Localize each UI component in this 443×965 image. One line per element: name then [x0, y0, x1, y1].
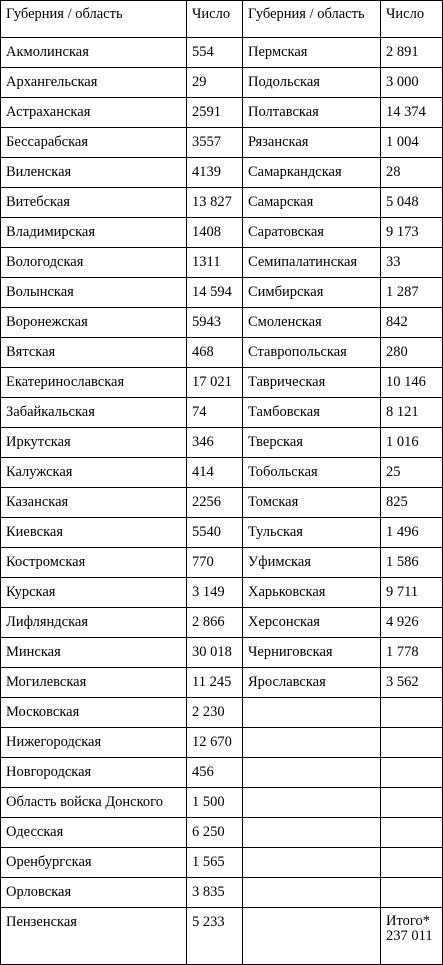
- cell-region-2: Тверская: [243, 428, 381, 458]
- cell-count-2: [381, 728, 443, 758]
- table-row: [1, 788, 443, 818]
- cell-count-1: 13 827: [187, 188, 243, 218]
- table-row: [1, 218, 443, 248]
- cell-count-2: 280: [381, 338, 443, 368]
- cell-count-2: [381, 848, 443, 878]
- cell-region-2: Тульская: [243, 518, 381, 548]
- cell-region-1: Оренбургская: [1, 848, 187, 878]
- table-row: [1, 278, 443, 308]
- cell-region-1: Костромская: [1, 548, 187, 578]
- cell-count-2: 9 173: [381, 218, 443, 248]
- cell-region-2: Саратовская: [243, 218, 381, 248]
- cell-region-1: Новгородская: [1, 758, 187, 788]
- cell-region-2: [243, 728, 381, 758]
- cell-region-1: Архангельская: [1, 68, 187, 98]
- cell-region-2: Смоленская: [243, 308, 381, 338]
- table-row: [1, 368, 443, 398]
- cell-region-2: Таврическая: [243, 368, 381, 398]
- cell-region-2: [243, 848, 381, 878]
- cell-region-1: Лифляндская: [1, 608, 187, 638]
- cell-region-2: Тамбовская: [243, 398, 381, 428]
- cell-region-1: Воронежская: [1, 308, 187, 338]
- cell-count-2: [381, 698, 443, 728]
- cell-region-1: Астраханская: [1, 98, 187, 128]
- cell-region-1: Одесская: [1, 818, 187, 848]
- cell-count-1: 3 835: [187, 878, 243, 908]
- cell-count-2: 842: [381, 308, 443, 338]
- table-row: [1, 818, 443, 848]
- table-row: [1, 698, 443, 728]
- cell-region-1: Вятская: [1, 338, 187, 368]
- cell-count-2: 4 926: [381, 608, 443, 638]
- cell-region-2: [243, 908, 381, 965]
- cell-region-1: Казанская: [1, 488, 187, 518]
- table-row: [1, 668, 443, 698]
- cell-count-1: 4139: [187, 158, 243, 188]
- cell-count-2: 825: [381, 488, 443, 518]
- cell-region-2: Херсонская: [243, 608, 381, 638]
- cell-region-1: Забайкальская: [1, 398, 187, 428]
- table-row: [1, 338, 443, 368]
- table-row: [1, 488, 443, 518]
- table-row: [1, 908, 443, 965]
- table-row: [1, 158, 443, 188]
- table-row: [1, 578, 443, 608]
- cell-region-2: Пермская: [243, 38, 381, 68]
- cell-count-1: 2 866: [187, 608, 243, 638]
- cell-region-2: Самаркандская: [243, 158, 381, 188]
- table-row: [1, 548, 443, 578]
- cell-region-1: Нижегородская: [1, 728, 187, 758]
- cell-count-2: 2 891: [381, 38, 443, 68]
- cell-count-1: 29: [187, 68, 243, 98]
- table-row: [1, 188, 443, 218]
- cell-count-1: 554: [187, 38, 243, 68]
- cell-count-1: 3557: [187, 128, 243, 158]
- table-row: [1, 758, 443, 788]
- table-row: [1, 638, 443, 668]
- cell-region-1: Киевская: [1, 518, 187, 548]
- table-row: [1, 98, 443, 128]
- header-row: [1, 1, 443, 38]
- cell-count-1: 5943: [187, 308, 243, 338]
- cell-count-2: 10 146: [381, 368, 443, 398]
- cell-count-2: 1 016: [381, 428, 443, 458]
- cell-count-1: 11 245: [187, 668, 243, 698]
- cell-region-1: Бессарабская: [1, 128, 187, 158]
- cell-region-1: Витебская: [1, 188, 187, 218]
- table-row: [1, 38, 443, 68]
- cell-region-2: [243, 698, 381, 728]
- table-row: [1, 728, 443, 758]
- cell-count-1: 1 565: [187, 848, 243, 878]
- cell-count-2: [381, 878, 443, 908]
- cell-count-1: 1 500: [187, 788, 243, 818]
- cell-count-2: 1 778: [381, 638, 443, 668]
- cell-region-1: Акмолинская: [1, 38, 187, 68]
- cell-count-1: 2 230: [187, 698, 243, 728]
- cell-region-1: Виленская: [1, 158, 187, 188]
- cell-region-1: Вологодская: [1, 248, 187, 278]
- cell-region-2: [243, 788, 381, 818]
- cell-count-1: 6 250: [187, 818, 243, 848]
- cell-count-2: 1 586: [381, 548, 443, 578]
- cell-count-1: 2256: [187, 488, 243, 518]
- cell-region-1: Могилевская: [1, 668, 187, 698]
- cell-region-1: Калужская: [1, 458, 187, 488]
- cell-count-1: 5540: [187, 518, 243, 548]
- cell-count-1: 468: [187, 338, 243, 368]
- cell-region-2: [243, 818, 381, 848]
- cell-region-2: Подольская: [243, 68, 381, 98]
- table-row: [1, 428, 443, 458]
- table-body: [1, 38, 443, 965]
- cell-count-1: 74: [187, 398, 243, 428]
- cell-region-2: Самарская: [243, 188, 381, 218]
- cell-count-1: 346: [187, 428, 243, 458]
- cell-count-2: Итого* 237 011: [381, 908, 443, 965]
- table-row: [1, 68, 443, 98]
- cell-count-2: 33: [381, 248, 443, 278]
- cell-region-2: Тобольская: [243, 458, 381, 488]
- cell-count-2: 25: [381, 458, 443, 488]
- cell-region-2: Томская: [243, 488, 381, 518]
- cell-region-1: Владимирская: [1, 218, 187, 248]
- cell-region-1: Курская: [1, 578, 187, 608]
- cell-region-2: Семипалатинская: [243, 248, 381, 278]
- cell-region-2: Уфимская: [243, 548, 381, 578]
- cell-region-2: Черниговская: [243, 638, 381, 668]
- cell-count-1: 12 670: [187, 728, 243, 758]
- cell-count-1: 1408: [187, 218, 243, 248]
- table-row: [1, 608, 443, 638]
- cell-count-1: 2591: [187, 98, 243, 128]
- cell-region-1: Минская: [1, 638, 187, 668]
- cell-count-2: [381, 818, 443, 848]
- cell-count-2: 9 711: [381, 578, 443, 608]
- cell-region-2: Ставропольская: [243, 338, 381, 368]
- cell-count-2: 3 000: [381, 68, 443, 98]
- cell-region-2: Харьковская: [243, 578, 381, 608]
- table-row: [1, 308, 443, 338]
- table-row: [1, 848, 443, 878]
- cell-count-1: 1311: [187, 248, 243, 278]
- cell-count-1: 5 233: [187, 908, 243, 965]
- cell-region-2: [243, 878, 381, 908]
- table-row: [1, 518, 443, 548]
- cell-count-1: 14 594: [187, 278, 243, 308]
- cell-count-2: 1 496: [381, 518, 443, 548]
- cell-region-1: Екатеринославская: [1, 368, 187, 398]
- cell-region-2: [243, 758, 381, 788]
- header-count-1: Число: [187, 1, 243, 38]
- header-count-2: Число: [381, 1, 443, 38]
- table-row: [1, 878, 443, 908]
- cell-region-1: Орловская: [1, 878, 187, 908]
- cell-count-1: 3 149: [187, 578, 243, 608]
- cell-count-1: 770: [187, 548, 243, 578]
- cell-region-1: Область войска Донского: [1, 788, 187, 818]
- cell-count-2: 5 048: [381, 188, 443, 218]
- header-region-2: Губерния / область: [243, 1, 381, 38]
- cell-region-2: Рязанская: [243, 128, 381, 158]
- cell-region-2: Полтавская: [243, 98, 381, 128]
- cell-count-2: 28: [381, 158, 443, 188]
- cell-region-2: Ярославская: [243, 668, 381, 698]
- cell-count-2: 14 374: [381, 98, 443, 128]
- cell-count-2: 1 287: [381, 278, 443, 308]
- cell-count-2: 8 121: [381, 398, 443, 428]
- table-row: [1, 128, 443, 158]
- header-region-1: Губерния / область: [1, 1, 187, 38]
- cell-region-2: Симбирская: [243, 278, 381, 308]
- cell-count-2: 3 562: [381, 668, 443, 698]
- table-row: [1, 458, 443, 488]
- cell-count-2: [381, 788, 443, 818]
- cell-region-1: Пензенская: [1, 908, 187, 965]
- cell-count-2: [381, 758, 443, 788]
- cell-region-1: Московская: [1, 698, 187, 728]
- cell-count-1: 30 018: [187, 638, 243, 668]
- cell-count-1: 456: [187, 758, 243, 788]
- cell-count-1: 414: [187, 458, 243, 488]
- cell-region-1: Волынская: [1, 278, 187, 308]
- cell-count-2: 1 004: [381, 128, 443, 158]
- table-row: [1, 248, 443, 278]
- table-row: [1, 398, 443, 428]
- cell-count-1: 17 021: [187, 368, 243, 398]
- cell-region-1: Иркутская: [1, 428, 187, 458]
